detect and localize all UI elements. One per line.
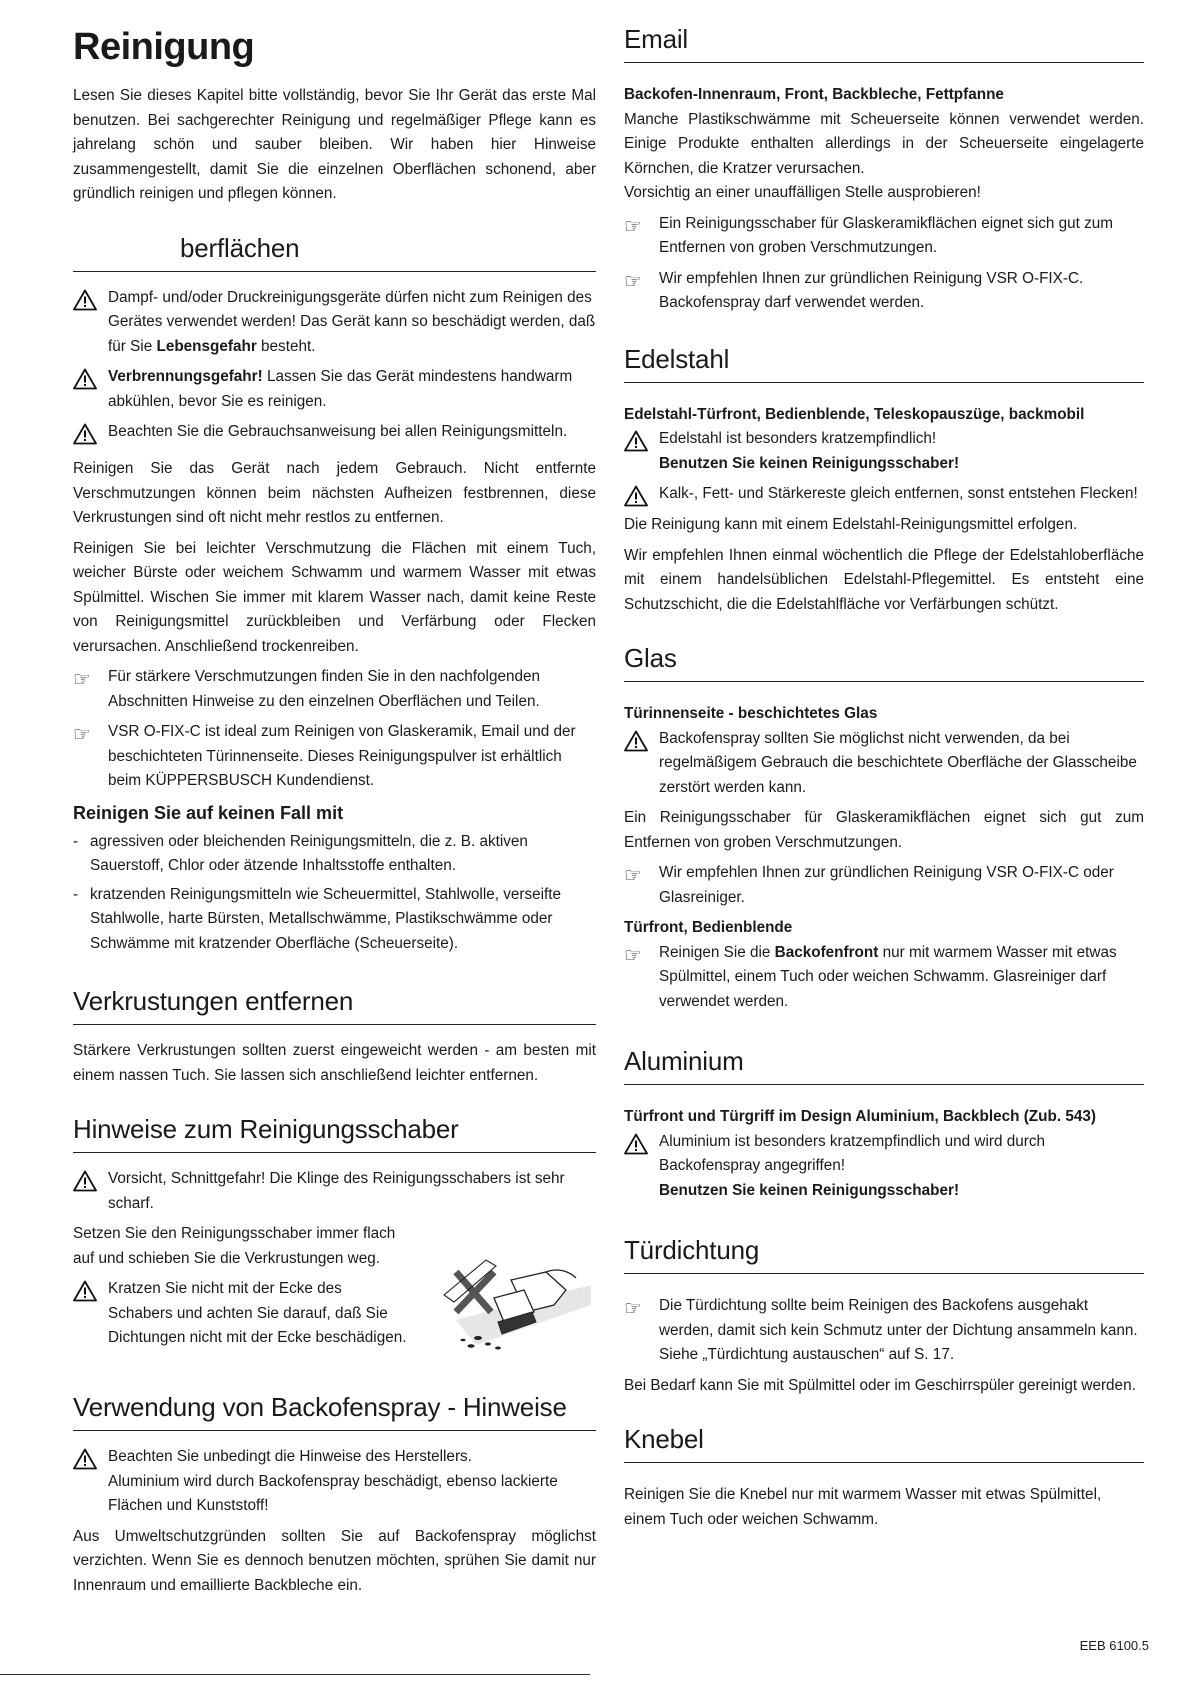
tip-item: ☞ Reinigen Sie die Backofenfront nur mit warmem Wasser mit etwas Spülmittel, einem Tuch oder weichen Schwamm. Glasreiniger darf verwendet werden. bbox=[624, 941, 1144, 1015]
pointing-hand-icon: ☞ bbox=[73, 669, 91, 691]
heading-oberflaechen: berflächen bbox=[73, 231, 596, 272]
warning-icon bbox=[624, 727, 659, 752]
tip-item: ☞ Ein Reinigungsschaber für Glaskeramikflächen eignet sich gut zum Entfernen von groben Verschmutzungen. bbox=[624, 212, 1144, 261]
warning-icon bbox=[73, 286, 108, 311]
pointing-hand-icon: ☞ bbox=[624, 944, 642, 967]
paragraph: Reinigen Sie bei leichter Verschmutzung die Flächen mit einem Tuch, weicher Bürste oder weichem Schwamm und warmem Wasser mit etwas Spülmittel. Wischen Sie immer mit klarem Wasser nach, damit keine Reste von Reinigungsmittel zurückbleiben und Verfärbung oder Flecken verursachen. Anschließend trockenreiben. bbox=[73, 539, 596, 655]
paragraph: Setzen Sie den Reinigungsschaber immer flach auf und schieben Sie die Verkrustungen weg. bbox=[73, 1225, 396, 1267]
right-column bbox=[624, 0, 1144, 1532]
warning-icon bbox=[624, 482, 659, 507]
paragraph: Reinigen Sie das Gerät nach jedem Gebrauch. Nicht entfernte Verschmutzungen können beim nächsten Aufheizen festbrennen, diese Verkrustungen sind oft nicht mehr restlos zu entfernen. bbox=[73, 460, 596, 526]
paragraph: Wir empfehlen Ihnen einmal wöchentlich die Pflege der Edelstahloberfläche mit einem handelsüblichen Edelstahl-Pflegemittel. Es entsteht eine Schutzschicht, die die Edelstahlfläche vor Verfärbungen schützt. bbox=[624, 546, 1144, 613]
heading-edelstahl: Edelstahl bbox=[624, 342, 1144, 383]
paragraph: Aus Umweltschutzgründen sollten Sie auf Backofenspray möglichst verzichten. Wenn Sie es dennoch benutzen möchten, sprühen Sie damit nur Innenraum und emaillierte Backbleche ein. bbox=[73, 1527, 596, 1594]
document-code: EEB 6100.5 bbox=[1079, 1638, 1149, 1653]
tip-item: ☞ Wir empfehlen Ihnen zur gründlichen Reinigung VSR O-FIX-C oder Glasreiniger. bbox=[624, 861, 1144, 910]
tip-item: ☞ Für stärkere Verschmutzungen finden Sie in den nachfolgenden Abschnitten Hinweise zu den einzelnen Oberflächen und Teilen. bbox=[73, 665, 596, 714]
tip-item: ☞ VSR O-FIX-C ist ideal zum Reinigen von Glaskeramik, Email und der beschichteten Türinnenseite. Dieses Reinigungspulver ist erhältlich beim KÜPPERSBUSCH Kundendienst. bbox=[73, 720, 596, 794]
warning-icon bbox=[73, 1445, 108, 1470]
warning-corner: Kratzen Sie nicht mit der Ecke des Schabers und achten Sie darauf, daß Sie Dichtungen nicht mit der Ecke beschädigen. bbox=[73, 1277, 408, 1351]
intro-text: Lesen Sie dieses Kapitel bitte vollständig, bevor Sie Ihr Gerät das erste Mal benutzen. Bei sachgerechter Reinigung und regelmäßiger Pflege kann es jahrelang schön und sauber bleiben. Wir haben hier Hinweise zusammengestellt, damit Sie die einzelnen Oberflächen schonend, aber gründlich reinigen und pflegen können. bbox=[73, 87, 596, 202]
heading-email: Email bbox=[624, 22, 1144, 63]
subheading: Türfront, Bedienblende bbox=[624, 919, 793, 936]
heading-reinigungsschaber: Hinweise zum Reinigungsschaber bbox=[73, 1112, 596, 1153]
pointing-hand-icon: ☞ bbox=[73, 724, 91, 746]
paragraph: Bei Bedarf kann Sie mit Spülmittel oder im Geschirrspüler gereinigt werden. bbox=[624, 1376, 1136, 1394]
heading-glas: Glas bbox=[624, 641, 1144, 682]
warning-icon bbox=[624, 1130, 659, 1155]
warning-scratch: Edelstahl ist besonders kratzempfindlich! Benutzen Sie keinen Reinigungsschaber! bbox=[624, 427, 1144, 476]
paragraph: Vorsichtig an einer unauffälligen Stelle ausprobieren! bbox=[624, 184, 981, 201]
heading-knebel: Knebel bbox=[624, 1422, 1144, 1463]
warning-manufacturer: Beachten Sie unbedingt die Hinweise des Herstellers. Aluminium wird durch Backofenspray beschädigt, ebenso lackierte Flächen und Kunststoff! bbox=[73, 1445, 596, 1519]
heading-verkrustungen: Verkrustungen entfernen bbox=[73, 984, 596, 1025]
warning-cleaning-agents: Beachten Sie die Gebrauchsanweisung bei allen Reinigungsmitteln. bbox=[73, 420, 596, 445]
subheading: Türinnenseite - beschichtetes Glas bbox=[624, 705, 878, 722]
subheading: Backofen-Innenraum, Front, Backbleche, Fettpfanne bbox=[624, 86, 1004, 103]
subheading: Edelstahl-Türfront, Bedienblende, Teleskopauszüge, backmobil bbox=[624, 405, 1085, 423]
scraper-illustration bbox=[416, 1250, 596, 1370]
heading-backofenspray: Verwendung von Backofenspray - Hinweise bbox=[73, 1390, 596, 1431]
pointing-hand-icon: ☞ bbox=[624, 1298, 642, 1320]
left-column bbox=[73, 0, 596, 1598]
warning-icon bbox=[73, 420, 108, 445]
heading-tuerdichtung: Türdichtung bbox=[624, 1233, 1144, 1274]
warning-aluminium: Aluminium ist besonders kratzempfindlich und wird durch Backofenspray angegriffen! Benutzen Sie keinen Reinigungsschaber! bbox=[624, 1130, 1144, 1204]
warning-stains: Kalk-, Fett- und Stärkereste gleich entfernen, sonst entstehen Flecken! bbox=[624, 482, 1144, 507]
footer-divider bbox=[0, 1674, 590, 1675]
pointing-hand-icon: ☞ bbox=[624, 270, 642, 293]
paragraph: Die Reinigung kann mit einem Edelstahl-Reinigungsmittel erfolgen. bbox=[624, 516, 1078, 533]
warning-icon bbox=[73, 365, 108, 390]
subheading: Türfront und Türgriff im Design Aluminium, Backblech (Zub. 543) bbox=[624, 1108, 1096, 1125]
paragraph: Reinigen Sie die Knebel nur mit warmem Wasser mit etwas Spülmittel, einem Tuch oder weichen Schwamm. bbox=[624, 1486, 1102, 1528]
warning-cut: Vorsicht, Schnittgefahr! Die Klinge des Reinigungsschabers ist sehr scharf. bbox=[73, 1167, 596, 1216]
list-item: - kratzenden Reinigungsmitteln wie Scheuermittel, Stahlwolle, verseifte Stahlwolle, harte Bürsten, Metallschwämme, Plastikschwämme oder Schwämme mit kratzender Oberfläche (Scheuerseite). bbox=[73, 885, 562, 952]
warning-icon bbox=[73, 1277, 108, 1302]
warning-steam-cleaner: Dampf- und/oder Druckreinigungsgeräte dürfen nicht zum Reinigen des Gerätes verwendet werden! Das Gerät kann so beschädigt werden, daß für Sie Lebensgefahr besteht. bbox=[73, 286, 596, 360]
warning-spray-glass: Backofenspray sollten Sie möglichst nicht verwenden, da bei regelmäßigem Gebrauch die beschichtete Oberfläche der Glasscheibe zerstört werden kann. bbox=[624, 727, 1144, 801]
never-heading: Reinigen Sie auf keinen Fall mit bbox=[73, 802, 344, 823]
paragraph: Stärkere Verkrustungen sollten zuerst eingeweicht werden - am besten mit einem nassen Tuch. Sie lassen sich anschließend leichter entfernen. bbox=[73, 1042, 596, 1084]
heading-aluminium: Aluminium bbox=[624, 1044, 1144, 1085]
page-title: Reinigung bbox=[73, 26, 255, 68]
tip-item: ☞ Die Türdichtung sollte beim Reinigen des Backofens ausgehakt werden, damit sich kein Schmutz unter der Dichtung ansammeln kann. Siehe „Türdichtung austauschen“ auf S. 17. bbox=[624, 1294, 1144, 1368]
pointing-hand-icon: ☞ bbox=[624, 215, 642, 238]
warning-burn: Verbrennungsgefahr! Lassen Sie das Gerät mindestens handwarm abkühlen, bevor Sie es reinigen. bbox=[73, 365, 596, 414]
warning-icon bbox=[73, 1167, 108, 1192]
tip-item: ☞ Wir empfehlen Ihnen zur gründlichen Reinigung VSR O-FIX-C. Backofenspray darf verwendet werden. bbox=[624, 267, 1144, 316]
list-item: - agressiven oder bleichenden Reinigungsmitteln, die z. B. aktiven Sauerstoff, Chlor oder ätzende Inhaltsstoffe enthalten. bbox=[73, 832, 528, 874]
warning-icon bbox=[624, 427, 659, 452]
pointing-hand-icon: ☞ bbox=[624, 865, 642, 887]
paragraph: Ein Reinigungsschaber für Glaskeramikflächen eignet sich gut zum Entfernen von groben Verschmutzungen. bbox=[624, 809, 1144, 851]
paragraph: Manche Plastikschwämme mit Scheuerseite können verwendet werden. Einige Produkte enthalten allerdings in der Scheuerseite eingelagerte Körnchen, die Kratzer verursachen. bbox=[624, 110, 1144, 177]
scraper-section bbox=[73, 1222, 596, 1370]
